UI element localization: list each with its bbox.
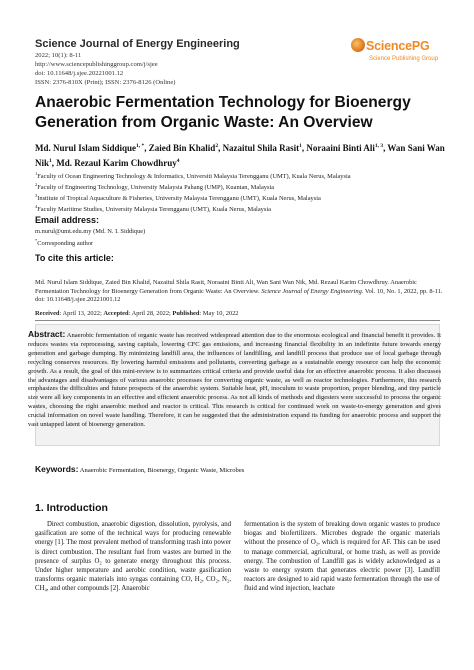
cite-heading: To cite this article:: [35, 253, 114, 263]
journal-title: Science Journal of Energy Engineering: [35, 38, 240, 50]
author-affil-mark: 1, *: [136, 143, 145, 149]
affiliation-4: [35, 203, 271, 214]
logo-globe-icon: [351, 38, 365, 52]
publication-dates: [35, 310, 238, 317]
author-name: , Md. Rezaul Karim Chowdhruy: [51, 158, 177, 168]
received-label: Received: [35, 310, 60, 317]
journal-doi[interactable]: doi: 10.11648/j.sjee.20221001.12: [35, 70, 124, 77]
abstract: [28, 330, 441, 430]
keywords-list: Anaerobic Fermentation, Bioenergy, Organic Waste, Microbes: [79, 467, 245, 474]
citation-tail: Vol. 10, No. 1, 2022, pp. 8-11. doi: 10.11648/j.sjee.20221001.12: [35, 287, 443, 303]
author-list: [35, 140, 445, 170]
author-name: , Nazaitul Shila Rasit: [218, 143, 300, 153]
intro-column-left: [35, 520, 231, 594]
author-name: Md. Nurul Islam Siddique: [35, 143, 137, 153]
author-name: , Wan Sani Wan Nik: [35, 143, 445, 168]
published-label: Published: [172, 310, 200, 317]
citation-text: [35, 279, 445, 305]
accepted-label: Accepted: [103, 310, 129, 317]
published-date: : May 10, 2022: [199, 310, 239, 317]
author-affil-mark: 1: [49, 158, 52, 164]
author-name: , Noraaini Binti Ali: [301, 143, 375, 153]
affiliation-text: Faculty Maritime Studies, University Malaysia Terengganu (UMT), Kuala Nerus, Malaysia: [37, 206, 271, 214]
author-affil-mark: 2: [215, 143, 219, 149]
intro-column-right: [244, 520, 440, 594]
divider: [35, 320, 440, 321]
affiliation-text: Faculty of Ocean Engineering Technology & Informatics, Universiti Malaysia Terengganu (UMT), Kuala Nerus, Malaysia: [37, 173, 351, 181]
journal-url[interactable]: http://www.sciencepublishinggroup.com/j/sjee: [35, 61, 158, 68]
affiliation-text: Faculty of Engineering Technology, University Malaysia Pahang (UMP), Kuantan, Malaysia: [37, 184, 275, 192]
affiliation-2: [35, 181, 274, 192]
email-heading: Email address:: [35, 215, 100, 225]
affiliation-num: 3: [35, 193, 38, 198]
logo-subtitle: Science Publishing Group: [369, 56, 439, 62]
accepted-date: : April 28, 2022;: [128, 310, 173, 317]
affiliation-3: [35, 192, 321, 203]
affiliation-num: 4: [35, 204, 38, 209]
email-address[interactable]: m.nurul@umt.edu.my (Md. N. I. Siddique): [35, 228, 146, 235]
logo-name: SciencePG: [366, 39, 430, 53]
journal-issn: ISSN: 2376-810X (Print); ISSN: 2376-8126 (Online): [35, 79, 176, 86]
keywords-label: Keywords:: [35, 464, 79, 474]
intro-paragraph: fermentation is the system of breaking down organic wastes to produce biogas and biofertilizers. Microbes degrade the organic materials without the presence of O₂, which is required for AF. This can be used to manage commercial, agricultural, or home trash, as well as provide energy. The combustion of Landfill gas is widely acknowledged as a waste to energy system that generates electric power [3]. Landfill reactors are designed to aid rapid waste fermentation through the use of fluid and wind injection, leachate: [244, 521, 440, 593]
abstract-body: Anaerobic fermentation of organic waste has received widespread attention due to the enormous ecological and financial benefit it provides. It reduces wastes via reprocessing, saving capitals, lowering CFC gas emissions, and increasing financial flexibility in an indefinite future towards energy generation and garbage dumping. By minimizing landfill area, the influences of landfilling, and landfill process that produce use of local garbage through recycling conserves resources. By lowering harmful emissions and pollutants, converting garbage as a sustainable energy resource can help the economic growth. As a result, the goal of this mini-review is to summarizes critical criteria and provide useful data for an effective anaerobic process. It also discusses the advantages and disadvantages of various anaerobic processes for converting organic waste, as well as reactor technologies. Furthermore, this research emphasizes the difficulties and future prospects of the anaerobic system. Suitable heat, pH, inoculum to waste proportion, proper blending, and tiny particle size were all key components in an effective and efficient anaerobic process. As not all kinds of methods and digesters were successful to process the organic wastes, choosing the right anaerobic method and reactor is critical. This research is critical for continued work on waste-to-energy generation and gives crucial information on novel waste handling. Therefore, it can be suggested that the administration expand its funding for anaerobic process and support the vast untapped latent of bioenergy generation.: [28, 332, 441, 429]
author-name: , Zaied Bin Khalid: [144, 143, 216, 153]
intro-paragraph: Direct combustion, anaerobic digestion, dissolution, pyrolysis, and gasification are some of the technical ways for producing renewable energy [1]. The most prevalent method of transforming trash into power is direct combustion. The resultant fuel from wastes are burned in the presence of surplus O₂ to generate energy throughout this process. Under higher temperature and aerobic condition, waste gasification transforms organic materials into syngas containing CO, H₂, CO₂, N₂, CH₄, and other compounds [2]. Anaerobic: [35, 521, 231, 593]
affiliation-text: Institute of Tropical Aquaculture & Fisheries, University Malaysia Terengganu (UMT), Kuala Nerus, Malaysia: [37, 195, 321, 203]
affiliation-num: 1: [35, 171, 38, 176]
affiliation-num: 2: [35, 182, 38, 187]
received-date: : April 13, 2022;: [59, 310, 104, 317]
citation-body: Md. Nurul Islam Siddique, Zaied Bin Khalid, Nazaitul Shila Rasit, Noraaini Binti Ali, Wan Sani Wan Nik, Md. Rezaul Karim Chowdhruy. Anaerobic Fermentation Technology for Bioenergy Generation from Organic Waste: An Overview.: [35, 279, 417, 295]
author-affil-mark: 1, 3: [374, 143, 384, 149]
keywords: [35, 464, 244, 474]
author-affil-mark: 4: [176, 158, 180, 164]
citation-journal: Science Journal of Energy Engineering.: [261, 287, 364, 295]
section-heading-introduction: 1. Introduction: [35, 502, 108, 514]
publisher-logo: [349, 36, 441, 76]
abstract-label: Abstract:: [28, 329, 66, 339]
affiliation-1: [35, 170, 351, 181]
corresponding-author-note: [35, 237, 93, 249]
paper-title: Anaerobic Fermentation Technology for Bioenergy Generation from Organic Waste: An Overview: [35, 94, 411, 131]
author-affil-mark: 1: [299, 143, 302, 149]
corresponding-mark: *: [35, 238, 38, 243]
journal-volume: 2022; 10(1): 8-11: [35, 52, 82, 59]
corresponding-text: Corresponding author: [37, 240, 94, 248]
